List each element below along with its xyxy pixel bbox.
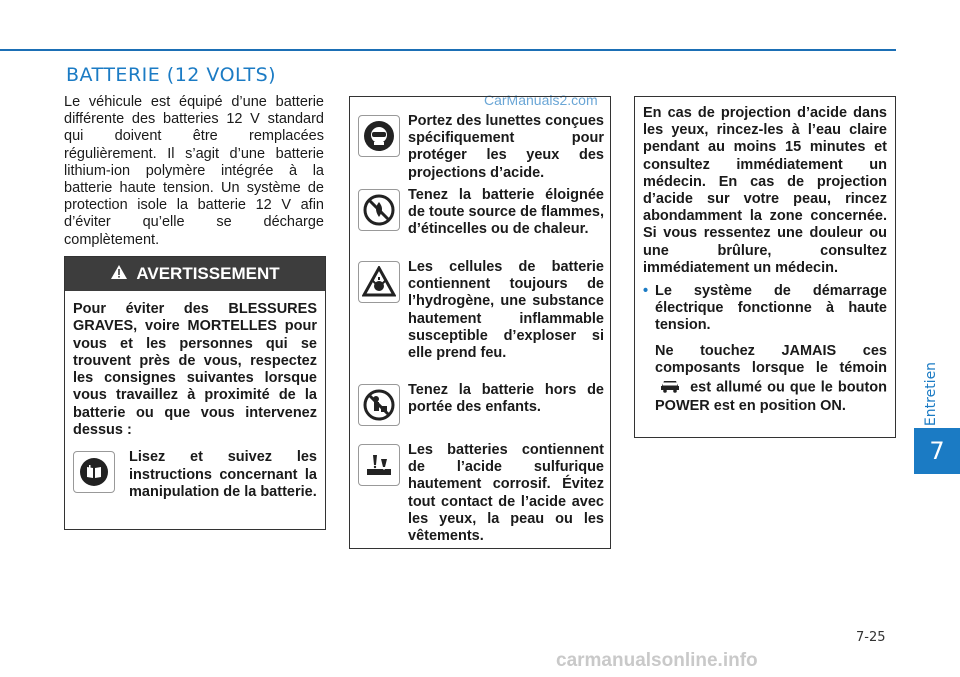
flame-text: Tenez la batterie éloignée de toute source de flammes, d’étincelles ou de chaleur. bbox=[408, 187, 604, 238]
page-number: 7-25 bbox=[856, 630, 886, 645]
acid-text: Les batteries contiennent de l’acide sulfurique hautement corrosif. Évitez tout contact de l’acide avec les yeux, la peau ou les vêtements. bbox=[408, 442, 604, 545]
do-not-touch-note bbox=[655, 343, 887, 416]
watermark-top: CarManuals2.com bbox=[484, 92, 598, 108]
bullet-icon: • bbox=[643, 283, 649, 300]
safety-icons-box bbox=[349, 96, 611, 549]
first-aid-box bbox=[634, 96, 896, 438]
section-tab-label bbox=[920, 360, 940, 430]
chapter-number: 7 bbox=[914, 428, 960, 474]
warning-box bbox=[64, 256, 326, 530]
watermark-bottom: carmanualsonline.info bbox=[556, 650, 758, 671]
manual-item-text: Lisez et suivez les instructions concernant la manipulation de la batterie. bbox=[129, 449, 317, 500]
do-not-touch-text-2: est allumé ou que le bouton POWER est en position ON. bbox=[655, 379, 887, 415]
warning-body: Pour éviter des BLESSURES GRAVES, voire MORTELLES pour vous et les personnes qui se trouvent près de vous, respectez les consignes suivantes lorsque vous travaillez à proximité de la batterie ou que vous intervenez dessus : bbox=[73, 301, 317, 439]
read-manual-icon bbox=[73, 451, 115, 493]
list-item bbox=[358, 442, 604, 545]
list-item bbox=[358, 113, 604, 182]
list-item bbox=[358, 187, 604, 239]
corrosive-acid-icon bbox=[358, 444, 400, 486]
goggles-text: Portez des lunettes conçues spécifiquement pour protéger les yeux des projections d’acide. bbox=[408, 113, 604, 181]
warning-triangle-icon bbox=[110, 264, 128, 285]
high-voltage-bullet: Le système de démarrage électrique fonctionne à haute tension. bbox=[655, 283, 887, 334]
explosion-warning-icon bbox=[358, 261, 400, 303]
warning-header bbox=[65, 257, 325, 291]
intro-paragraph: Le véhicule est équipé d’une batterie différente des batteries 12 V standard qui doivent être remplacées régulièrement. Il s’agit d’une batterie lithium-ion polymère intégrée à la batterie haute tension. Un système de protection isole la batterie 12 V afin d’éviter qu’elle se décharge complètement. bbox=[64, 94, 324, 248]
do-not-touch-text-1: Ne touchez JAMAIS ces composants lorsque le témoin bbox=[655, 342, 887, 376]
first-aid-paragraph: En cas de projection d’acide dans les yeux, rincez-les à l’eau claire pendant au moins 15 minutes et consultez immédiatement un médecin. En cas de projection d’acide sur votre peau, rincez abondamment la zone concernée. Si vous ressentez une douleur ou une brûlure, consultez immédiatement un médecin. bbox=[643, 105, 887, 276]
safety-goggles-icon bbox=[358, 115, 400, 157]
hydrogen-text: Les cellules de batterie contiennent toujours de l’hydrogène, une substance hautement inflammable susceptible d’exploser si elle prend feu. bbox=[408, 259, 604, 362]
list-item bbox=[358, 259, 604, 362]
no-flame-icon bbox=[358, 189, 400, 231]
children-text: Tenez la batterie hors de portée des enfants. bbox=[408, 382, 604, 416]
list-item bbox=[358, 382, 604, 426]
warning-heading: AVERTISSEMENT bbox=[136, 264, 280, 283]
section-label-text: Entretien bbox=[923, 361, 939, 427]
header-rule bbox=[0, 49, 896, 51]
list-item bbox=[643, 283, 887, 335]
page-title: BATTERIE (12 VOLTS) bbox=[66, 64, 277, 86]
no-children-icon bbox=[358, 384, 400, 426]
ready-car-icon bbox=[659, 377, 681, 398]
